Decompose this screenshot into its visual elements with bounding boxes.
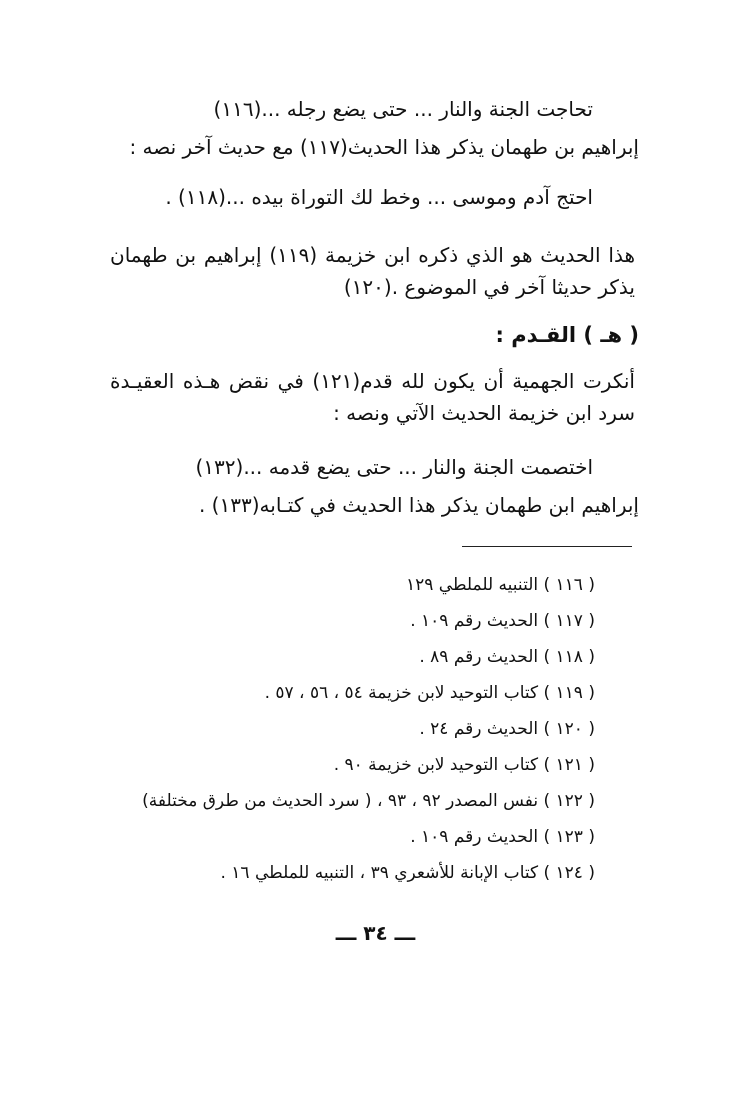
footnote-118: ( ١١٨ ) الحديث رقم ٨٩ . <box>419 647 595 667</box>
footnote-separator <box>462 546 632 547</box>
body-line-8: اختصمت الجنة والنار ... حتى يضع قدمه ...(١٣٢) <box>195 455 593 479</box>
section-heading: ( هـ ) القـدم : <box>495 323 639 347</box>
footnote-117: ( ١١٧ ) الحديث رقم ١٠٩ . <box>410 611 595 631</box>
footnote-122: ( ١٢٢ ) نفس المصدر ٩٢ ، ٩٣ ، ( سرد الحديث من طرق مختلفة) <box>142 791 595 811</box>
body-line-7: سرد ابن خزيمة الحديث الآتي ونصه : <box>333 401 635 425</box>
footnote-120: ( ١٢٠ ) الحديث رقم ٢٤ . <box>419 719 595 739</box>
body-line-6: أنكرت الجهمية أن يكون لله قدم(١٢١) في نقض هـذه العقيـدة <box>110 369 635 393</box>
footnote-121: ( ١٢١ ) كتاب التوحيد لابن خزيمة ٩٠ . <box>333 755 595 775</box>
body-line-5: يذكر حديثا آخر في الموضوع .(١٢٠) <box>343 275 635 299</box>
footnote-123: ( ١٢٣ ) الحديث رقم ١٠٩ . <box>410 827 595 847</box>
footnote-119: ( ١١٩ ) كتاب التوحيد لابن خزيمة ٥٤ ، ٥٦ ، ٥٧ . <box>264 683 595 703</box>
page-number: ـــ ٣٤ ـــ <box>335 921 416 945</box>
body-line-3: احتج آدم وموسى ... وخط لك التوراة بيده ...(١١٨) . <box>165 185 593 209</box>
body-line-1: تحاجت الجنة والنار ... حتى يضع رجله ...(١١٦) <box>213 97 593 121</box>
body-line-4: هذا الحديث هو الذي ذكره ابن خزيمة (١١٩) إبراهيم بن طهمان <box>110 243 635 267</box>
body-line-9: إبراهيم ابن طهمان يذكر هذا الحديث في كتـابه(١٣٣) . <box>198 493 639 517</box>
footnote-116: ( ١١٦ ) التنبيه للملطي ١٢٩ <box>405 575 595 595</box>
body-line-2: إبراهيم بن طهمان يذكر هذا الحديث(١١٧) مع حديث آخر نصه : <box>129 135 639 159</box>
footnote-124: ( ١٢٤ ) كتاب الإبانة للأشعري ٣٩ ، التنبيه للملطي ١٦ . <box>220 863 595 883</box>
